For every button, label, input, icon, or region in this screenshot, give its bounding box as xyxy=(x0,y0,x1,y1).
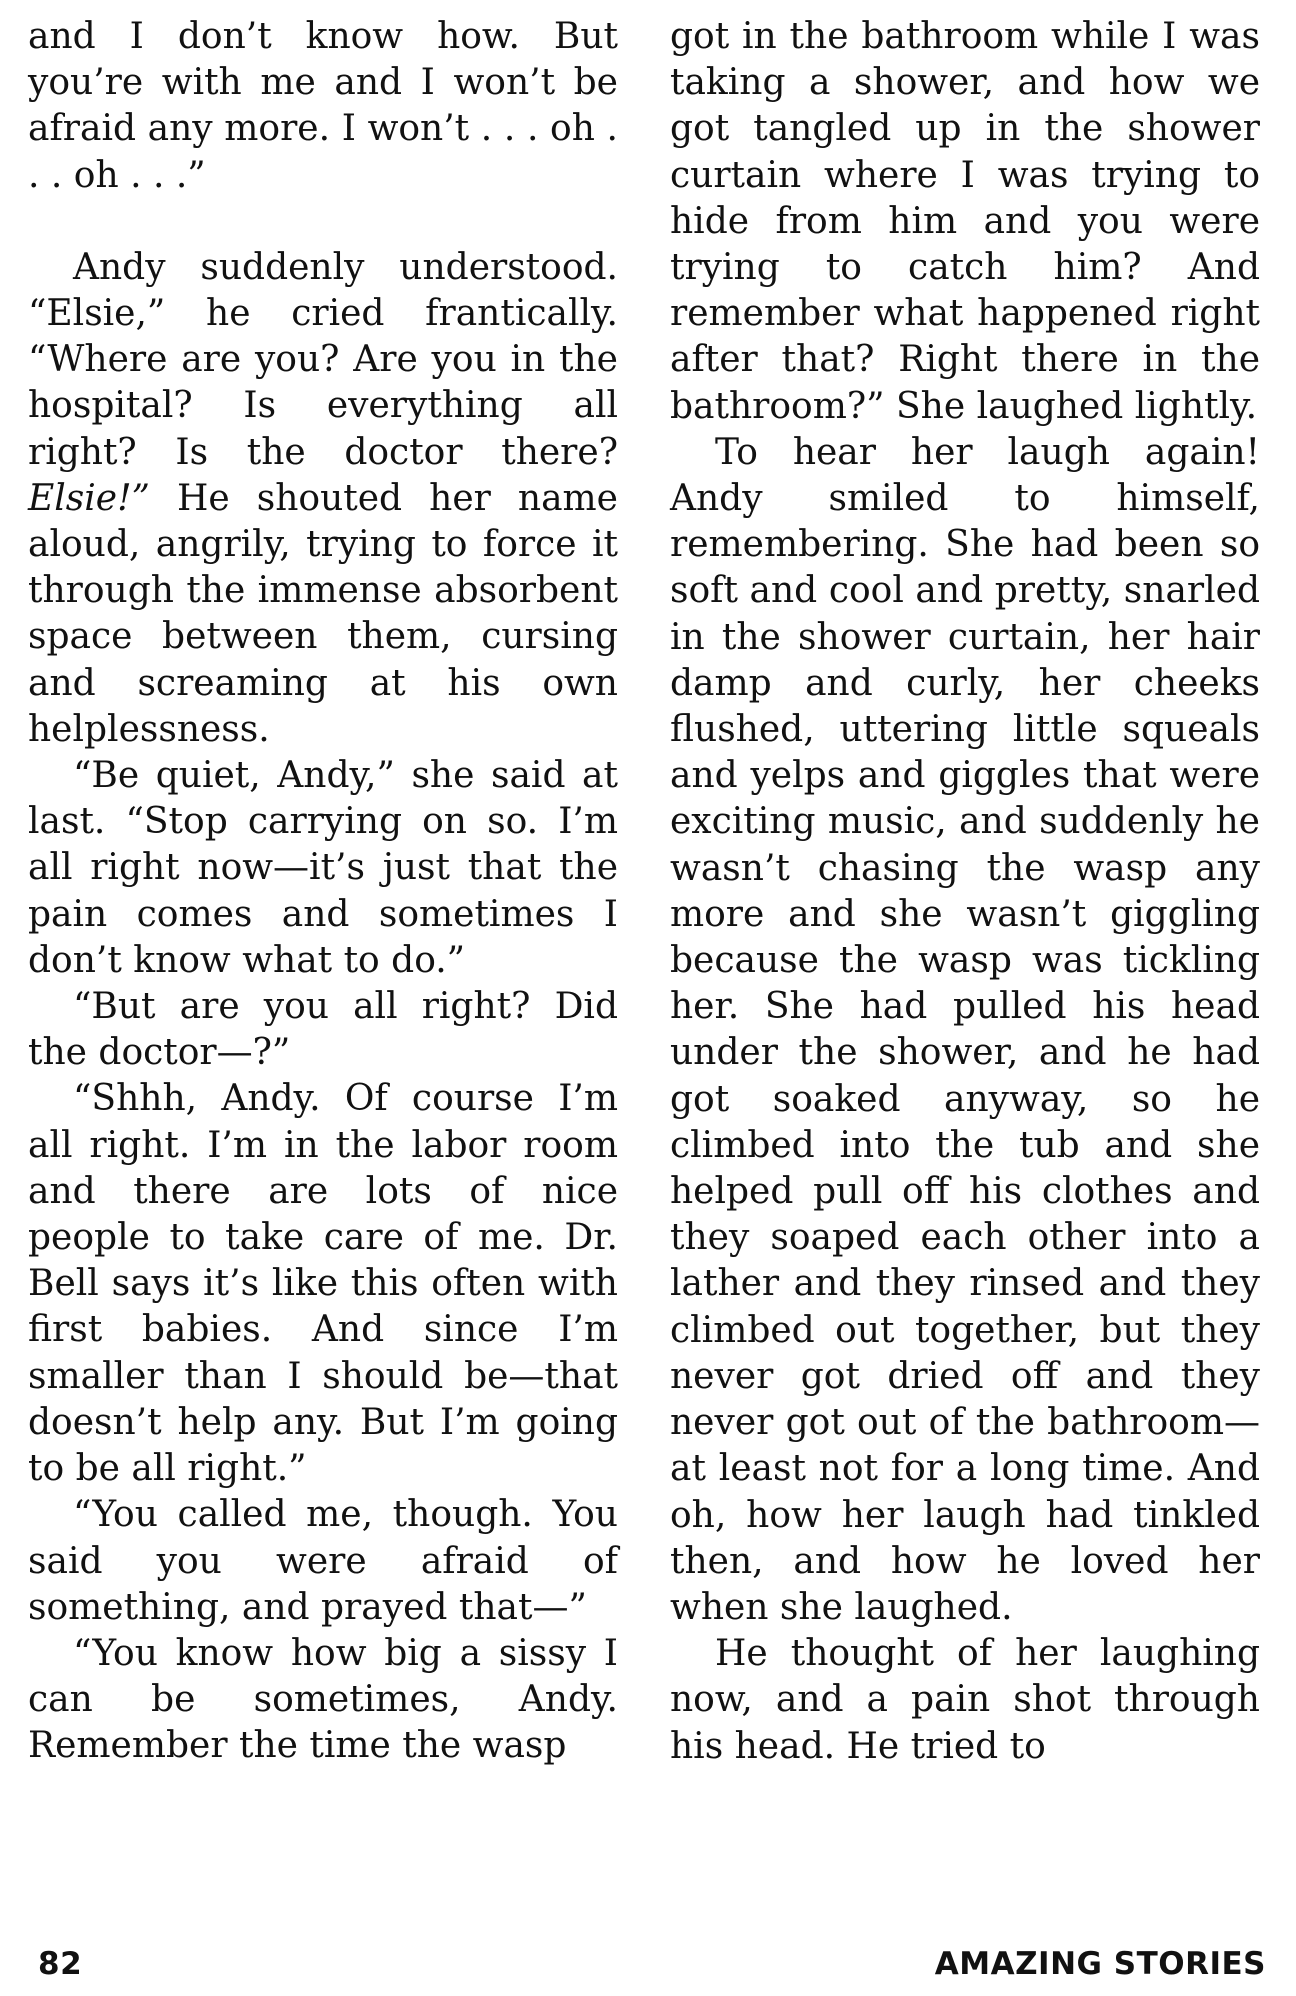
running-footer-title: AMAZING STORIES xyxy=(934,1946,1266,1982)
paragraph-text: He shouted her name aloud, angrily, trying to force it through the immense absorbent space between them, cursing and screaming at his own helplessness. xyxy=(28,477,618,750)
paragraph xyxy=(28,245,618,753)
paragraph: “Shhh, Andy. Of course I’m all right. I’m in the labor room and there are lots of nice people to take care of me. Dr. Bell says it’s like this often with first babies. And since I’m smaller than I should be—that doesn’t help any. But I’m going to be all right.” xyxy=(28,1078,618,1490)
page-number: 82 xyxy=(38,1946,83,1982)
paragraph-text: Andy suddenly understood. “Elsie,” he cried frantically. “Where are you? Are you in the hospital? Is everything all right? Is the doctor there? xyxy=(28,246,618,473)
paragraph: To hear her laugh again! Andy smiled to himself, remembering. She had been so soft and cool and pretty, snarled in the shower curtain, her hair damp and curly, her cheeks flushed, uttering little squeals and yelps and giggles that were exciting music, and suddenly he wasn’t chasing the wasp any more and she wasn’t giggling because the wasp was tickling her. She had pulled his head under the shower, and he had got soaked anyway, so he climbed into the tub and she helped pull off his clothes and they soaped each other into a lather and they rinsed and they climbed out together, but they never got dried off and they never got out of the bathroom—at least not for a long time. And oh, how her laugh had tinkled then, and how he loved her when she laughed. xyxy=(670,431,1260,1628)
paragraph: “But are you all right? Did the doctor—?” xyxy=(28,986,618,1074)
right-text-column xyxy=(670,14,1260,1770)
paragraph: “You know how big a sissy I can be sometimes, Andy. Remember the time the wasp xyxy=(28,1632,618,1767)
paragraph: “You called me, though. You said you were afraid of something, and prayed that—” xyxy=(28,1494,618,1628)
paragraph: “Be quiet, Andy,” she said at last. “Stop carrying on so. I’m all right now—it’s just that the pain comes and sometimes I don’t know what to do.” xyxy=(28,755,618,981)
emphasized-name: Elsie!” xyxy=(28,477,150,519)
paragraph: got in the bathroom while I was taking a shower, and how we got tangled up in the shower curtain where I was trying to hide from him and you were trying to catch him? And remember what happened right after that? Right there in the bathroom?” She laughed lightly. xyxy=(670,16,1260,427)
left-text-column xyxy=(28,14,618,1770)
paragraph: He thought of her laughing now, and a pain shot through his head. He tried to xyxy=(670,1633,1260,1767)
paragraph: and I don’t know how. But you’re with me and I won’t be afraid any more. I won’t . . . oh . . . oh . . .” xyxy=(28,16,618,196)
